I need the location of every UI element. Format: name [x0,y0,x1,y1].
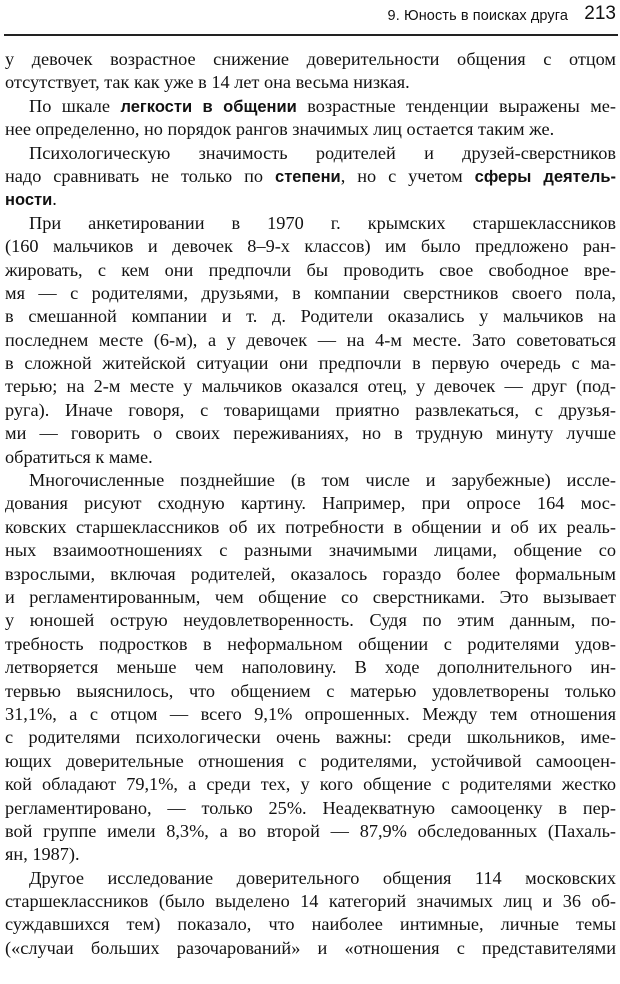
text-line: вой группе имели 8,3%, а во второй — 87,9% обследованных (Пахаль- [5,820,616,841]
text-line: жировать, с кем они предпочли бы проводить свое свободное вре- [5,259,616,280]
text-line: надо сравнивать не только по степени, но с учетом сферы деятель- [5,165,617,186]
page-number: 213 [584,3,616,24]
text-line: ми — говорить о своих переживаниях, но в трудную минуту лучше [5,423,616,444]
text-line: старшеклассников (было выделено 14 категорий значимых лиц и 36 об- [5,891,616,912]
text-line: руга). Иначе говоря, с товарищами приятно развлекаться, с друзья- [5,399,616,420]
text-line: у юношей острую неудовлетворенность. Судя по этим данным, по- [5,610,616,631]
text-line: последнем месте (6-м), а у девочек — на 4-м месте. Зато советоваться [5,329,616,350]
text-line: отсутствует, так как уже в 14 лет она весьма низкая. [5,72,410,93]
text-line: 31,1%, а с отцом — всего 9,1% опрошенных. Между тем отношения [5,703,616,724]
text-line: дования рисуют сходную картину. Например, при опросе 164 мос- [5,493,616,514]
text-line: мя — с родителями, друзьями, в компании сверстников своего пола, [5,282,616,303]
text-line: у девочек возрастное снижение доверительности общения с отцом [5,49,616,69]
text-line: с родителями психологически очень важны: среди школьников, име- [5,727,616,748]
text-line: По шкале легкости в общении возрастные тенденции выражены ме- [29,95,616,116]
text-line: (160 мальчиков и девочек 8–9-х классов) им было предложено ран- [5,236,616,257]
body-text [5,48,616,960]
text-line: Другое исследование доверительного общения 114 московских [29,867,616,888]
text-line: взрослыми, включая родителей, оказалось гораздо более формальным [5,563,616,584]
text-line: в смешанной компании и т. д. Родители оказались у мальчиков на [5,306,616,327]
text-line: требность подростков в неформальном общении с родителями удов- [5,633,616,654]
emphasis-term: легкости в общении [120,97,297,116]
text-line: суждавшихся тем) показало, что наиболее интимные, личные темы [5,914,616,935]
running-header [0,0,620,36]
text-line: тервью выяснилось, что общением с матерью удовлетворены только [5,680,616,701]
chapter-title: 9. Юность в поисках друга [387,8,568,24]
text-line: ности. [5,189,57,210]
header-rule [4,34,618,36]
emphasis-term: ности [5,191,53,210]
text-line: Многочисленные позднейшие (в том числе и зарубежные) иссле- [29,470,616,491]
text-line: ных взаимоотношениях с разными значимыми лицами, общение со [5,540,616,561]
text-line: При анкетировании в 1970 г. крымских старшеклассников [29,212,616,233]
text-line: ян, 1987). [5,844,80,865]
text-line: обратиться к маме. [5,446,153,467]
text-line: терью; на 2-м месте у мальчиков оказался отец, у девочек — друг (под- [5,376,616,397]
text-line: в сложной житейской ситуации они предпочли в первую очередь с ма- [5,353,616,374]
text-line: ющих доверительные отношения с родителями, устойчивой самооцен- [5,750,616,771]
emphasis-term: степени [275,167,341,186]
text-line: («случаи больших разочарований» и «отношения с представителями [5,937,616,958]
text-line: ковских старшеклассников об их потребности в общении и об их реаль- [5,516,616,537]
text-line: и регламентированным, чем общение со сверстниками. Это вызывает [5,586,616,607]
text-line: кой обладают 79,1%, а среди тех, у кого общение с родителями жестко [5,774,616,795]
text-line: летворяется меньше чем наполовину. В ходе дополнительного ин- [5,657,616,678]
text-line: нее определенно, но порядок рангов значимых лиц остается таким же. [5,119,555,140]
emphasis-term: сферы деятель- [474,167,617,186]
text-line: Психологическую значимость родителей и друзей-сверстников [29,142,616,163]
text-line: регламентировано, — только 25%. Неадекватную самооценку в пер- [5,797,616,818]
